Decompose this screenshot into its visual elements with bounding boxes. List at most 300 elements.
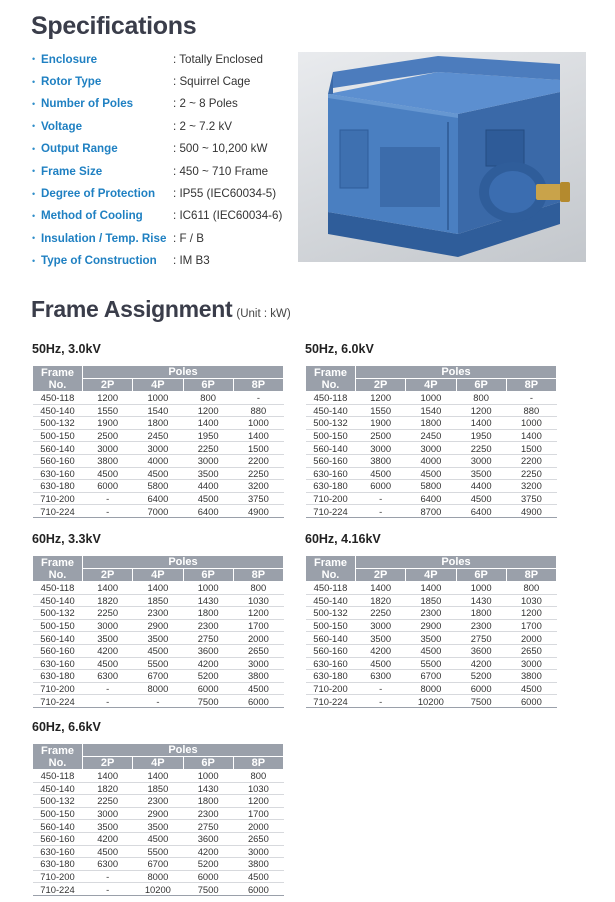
pole-col-header: 2P — [356, 569, 406, 582]
output-kw-cell: 2250 — [456, 442, 506, 455]
output-kw-cell: 6000 — [506, 695, 556, 708]
output-kw-cell: 3800 — [83, 454, 133, 467]
pole-col-header: 8P — [233, 757, 283, 770]
output-kw-cell: 7500 — [183, 695, 233, 708]
output-kw-cell: 4900 — [233, 505, 283, 518]
output-kw-cell: 2300 — [133, 795, 183, 808]
pole-col-header: 2P — [356, 379, 406, 392]
frame-no-cell: 630-160 — [33, 845, 83, 858]
frame-no-cell: 560-160 — [306, 644, 356, 657]
output-kw-cell: 5200 — [183, 858, 233, 871]
output-kw-cell: 1200 — [356, 392, 406, 405]
frame-no-cell: 710-224 — [33, 695, 83, 708]
table-row — [306, 582, 557, 595]
output-kw-cell: 1820 — [356, 594, 406, 607]
table-row — [306, 682, 557, 695]
table-row — [306, 695, 557, 708]
output-kw-cell: 1200 — [233, 607, 283, 620]
bullet-icon: • — [32, 143, 36, 154]
pole-col-header: 2P — [83, 379, 133, 392]
output-kw-cell: - — [356, 682, 406, 695]
frame-no-cell: 630-180 — [33, 858, 83, 871]
output-kw-cell: 2300 — [183, 807, 233, 820]
output-kw-cell: - — [506, 392, 556, 405]
frame-no-cell: 500-132 — [306, 417, 356, 430]
output-kw-cell: 1400 — [183, 417, 233, 430]
output-kw-cell: 2300 — [406, 607, 456, 620]
output-kw-cell: 1200 — [83, 392, 133, 405]
output-kw-cell: 3000 — [406, 442, 456, 455]
output-kw-cell: 3600 — [183, 644, 233, 657]
output-kw-cell: 1000 — [233, 417, 283, 430]
output-kw-cell: 3200 — [506, 480, 556, 493]
output-kw-cell: 1000 — [133, 392, 183, 405]
table-row — [33, 429, 284, 442]
output-kw-cell: 4000 — [406, 454, 456, 467]
table-row — [33, 782, 284, 795]
output-kw-cell: 1430 — [456, 594, 506, 607]
output-kw-cell: - — [233, 392, 283, 405]
table-row — [33, 820, 284, 833]
frame-no-cell: 450-118 — [33, 582, 83, 595]
pole-col-header: 4P — [133, 569, 183, 582]
output-kw-cell: 6300 — [83, 858, 133, 871]
output-kw-cell: 1000 — [506, 417, 556, 430]
table-title: 60Hz, 4.16kV — [305, 532, 381, 546]
output-kw-cell: 3000 — [83, 807, 133, 820]
frame-no-cell: 450-118 — [306, 582, 356, 595]
output-kw-cell: 1550 — [83, 404, 133, 417]
output-kw-cell: 4500 — [506, 682, 556, 695]
output-kw-cell: 4500 — [356, 657, 406, 670]
output-kw-cell: 3800 — [506, 670, 556, 683]
frame-no-cell: 560-160 — [306, 454, 356, 467]
output-kw-cell: 4500 — [133, 467, 183, 480]
output-kw-cell: 800 — [233, 582, 283, 595]
output-kw-cell: 1800 — [456, 607, 506, 620]
frame-assignment-title: Frame Assignment (Unit : kW) — [31, 296, 291, 322]
output-kw-cell: 3500 — [356, 632, 406, 645]
output-kw-cell: - — [83, 505, 133, 518]
table-row — [33, 858, 284, 871]
table-row — [306, 632, 557, 645]
output-kw-cell: 5800 — [406, 480, 456, 493]
output-kw-cell: 1400 — [233, 429, 283, 442]
unit-note: (Unit : kW) — [236, 308, 291, 320]
output-kw-cell: - — [83, 883, 133, 896]
output-kw-cell: 1900 — [83, 417, 133, 430]
table-row — [33, 480, 284, 493]
output-kw-cell: 3000 — [83, 619, 133, 632]
output-kw-cell: 2650 — [233, 832, 283, 845]
output-kw-cell: 1400 — [506, 429, 556, 442]
output-kw-cell: 3800 — [233, 670, 283, 683]
output-kw-cell: - — [356, 695, 406, 708]
output-kw-cell: 2750 — [183, 820, 233, 833]
table-row — [33, 505, 284, 518]
spec-row-insulation: • Insulation / Temp. Rise : F / B — [32, 231, 204, 245]
output-kw-cell: 1820 — [83, 782, 133, 795]
bullet-icon: • — [32, 76, 36, 87]
frame-no-cell: 560-160 — [33, 454, 83, 467]
bullet-icon: • — [32, 210, 36, 221]
output-kw-cell: 1850 — [133, 782, 183, 795]
output-kw-cell: 880 — [233, 404, 283, 417]
output-kw-cell: 3200 — [233, 480, 283, 493]
output-kw-cell: 1000 — [406, 392, 456, 405]
table-title: 60Hz, 6.6kV — [32, 720, 101, 734]
frame-no-cell: 500-150 — [33, 429, 83, 442]
output-kw-cell: 3750 — [233, 492, 283, 505]
table-row — [306, 607, 557, 620]
output-kw-cell: 8700 — [406, 505, 456, 518]
output-kw-cell: 1700 — [233, 807, 283, 820]
output-kw-cell: 2300 — [456, 619, 506, 632]
spec-row-number-of-poles: • Number of Poles : 2 ~ 8 Poles — [32, 97, 238, 111]
table-row — [306, 594, 557, 607]
output-kw-cell: 3600 — [456, 644, 506, 657]
frame-no-cell: 630-180 — [306, 670, 356, 683]
output-kw-cell: 3500 — [83, 632, 133, 645]
output-kw-cell: 2250 — [506, 467, 556, 480]
output-kw-cell: 4500 — [456, 492, 506, 505]
frame-no-cell: 450-118 — [33, 392, 83, 405]
output-kw-cell: 5500 — [406, 657, 456, 670]
output-kw-cell: 2650 — [233, 644, 283, 657]
output-kw-cell: 1400 — [456, 417, 506, 430]
pole-col-header: 8P — [233, 569, 283, 582]
output-kw-cell: 4000 — [133, 454, 183, 467]
output-kw-cell: 3800 — [233, 858, 283, 871]
spec-row-output-range: • Output Range : 500 ~ 10,200 kW — [32, 142, 268, 156]
bullet-icon: • — [32, 54, 36, 65]
pole-col-header: 8P — [506, 379, 556, 392]
output-kw-cell: 1850 — [133, 594, 183, 607]
table-row — [33, 467, 284, 480]
table-row — [33, 657, 284, 670]
frame-table-block-50hz-3kv — [32, 341, 284, 518]
pole-col-header: 8P — [233, 379, 283, 392]
output-kw-cell: 6700 — [133, 670, 183, 683]
output-kw-cell: 1400 — [356, 582, 406, 595]
table-row — [33, 582, 284, 595]
output-kw-cell: 1800 — [133, 417, 183, 430]
output-kw-cell: 1950 — [456, 429, 506, 442]
output-kw-cell: 1400 — [133, 770, 183, 783]
output-kw-cell: 2450 — [406, 429, 456, 442]
frame-no-cell: 560-160 — [33, 832, 83, 845]
table-row — [33, 644, 284, 657]
spec-row-frame-size: • Frame Size : 450 ~ 710 Frame — [32, 164, 269, 178]
output-kw-cell: 3500 — [183, 467, 233, 480]
table-row — [306, 505, 557, 518]
output-kw-cell: 1200 — [233, 795, 283, 808]
output-kw-cell: 4500 — [83, 845, 133, 858]
output-kw-cell: 1950 — [183, 429, 233, 442]
frame-no-cell: 500-150 — [306, 429, 356, 442]
output-kw-cell: 10200 — [406, 695, 456, 708]
poles-header: Poles — [356, 366, 557, 379]
output-kw-cell: 1900 — [356, 417, 406, 430]
frame-no-cell: 630-180 — [33, 670, 83, 683]
output-kw-cell: 6400 — [183, 505, 233, 518]
output-kw-cell: 3500 — [133, 820, 183, 833]
frame-no-cell: 500-150 — [306, 619, 356, 632]
frame-no-cell: 450-140 — [33, 404, 83, 417]
frame-no-cell: 560-160 — [33, 644, 83, 657]
output-kw-cell: - — [83, 682, 133, 695]
pole-col-header: 4P — [133, 757, 183, 770]
table-row — [33, 492, 284, 505]
frame-table — [32, 365, 284, 518]
output-kw-cell: 1540 — [133, 404, 183, 417]
frame-no-cell: 560-140 — [33, 442, 83, 455]
frame-table — [32, 555, 284, 708]
frame-no-cell: 560-140 — [33, 820, 83, 833]
table-row — [33, 883, 284, 896]
output-kw-cell: 7500 — [183, 883, 233, 896]
pole-col-header: 2P — [83, 757, 133, 770]
output-kw-cell: 6300 — [356, 670, 406, 683]
output-kw-cell: 6000 — [83, 480, 133, 493]
pole-col-header: 6P — [183, 757, 233, 770]
output-kw-cell: 3800 — [356, 454, 406, 467]
output-kw-cell: 6000 — [183, 682, 233, 695]
frame-table — [32, 743, 284, 896]
frame-table-block-60hz-6-6kv — [32, 719, 284, 896]
output-kw-cell: - — [356, 505, 406, 518]
output-kw-cell: 2750 — [183, 632, 233, 645]
output-kw-cell: 2650 — [506, 644, 556, 657]
output-kw-cell: 1700 — [233, 619, 283, 632]
output-kw-cell: 1400 — [133, 582, 183, 595]
output-kw-cell: 2500 — [356, 429, 406, 442]
output-kw-cell: 3000 — [356, 619, 406, 632]
output-kw-cell: 4500 — [183, 492, 233, 505]
table-row — [306, 670, 557, 683]
output-kw-cell: 6000 — [233, 695, 283, 708]
frame-no-cell: 630-160 — [33, 467, 83, 480]
output-kw-cell: 2200 — [233, 454, 283, 467]
table-row — [306, 392, 557, 405]
output-kw-cell: 1500 — [233, 442, 283, 455]
output-kw-cell: 880 — [506, 404, 556, 417]
pole-col-header: 2P — [83, 569, 133, 582]
pole-col-header: 6P — [183, 569, 233, 582]
pole-col-header: 4P — [406, 379, 456, 392]
spec-row-degree-of-protection: • Degree of Protection : IP55 (IEC60034-5) — [32, 187, 277, 201]
output-kw-cell: 1500 — [506, 442, 556, 455]
frame-no-cell: 630-180 — [306, 480, 356, 493]
spec-row-method-of-cooling: • Method of Cooling : IC611 (IEC60034-6) — [32, 209, 283, 223]
output-kw-cell: 4200 — [183, 845, 233, 858]
frame-no-cell: 560-140 — [306, 632, 356, 645]
output-kw-cell: 2900 — [133, 619, 183, 632]
table-row — [33, 770, 284, 783]
frame-no-cell: 500-132 — [33, 795, 83, 808]
frame-no-cell: 500-150 — [33, 807, 83, 820]
output-kw-cell: 2200 — [506, 454, 556, 467]
table-row — [33, 632, 284, 645]
frame-no-cell: 500-132 — [33, 417, 83, 430]
output-kw-cell: 3750 — [506, 492, 556, 505]
frame-no-cell: 630-180 — [33, 480, 83, 493]
spec-row-type-of-construction: • Type of Construction : IM B3 — [32, 254, 210, 268]
output-kw-cell: 6000 — [233, 883, 283, 896]
output-kw-cell: 4500 — [83, 467, 133, 480]
frame-no-cell: 450-140 — [306, 404, 356, 417]
pole-col-header: 6P — [456, 569, 506, 582]
output-kw-cell: 3000 — [356, 442, 406, 455]
frame-no-cell: 560-140 — [306, 442, 356, 455]
table-row — [306, 644, 557, 657]
spec-row-rotor-type: • Rotor Type : Squirrel Cage — [32, 75, 251, 89]
output-kw-cell: 5200 — [183, 670, 233, 683]
frame-no-cell: 450-140 — [33, 782, 83, 795]
output-kw-cell: 800 — [183, 392, 233, 405]
frame-no-header: Frame No. — [33, 744, 83, 770]
table-row — [306, 480, 557, 493]
output-kw-cell: 1550 — [356, 404, 406, 417]
output-kw-cell: 1000 — [183, 582, 233, 595]
output-kw-cell: 2250 — [233, 467, 283, 480]
output-kw-cell: 1850 — [406, 594, 456, 607]
table-row — [33, 594, 284, 607]
output-kw-cell: 3000 — [506, 657, 556, 670]
frame-no-cell: 710-224 — [306, 695, 356, 708]
output-kw-cell: 4400 — [183, 480, 233, 493]
output-kw-cell: 2500 — [83, 429, 133, 442]
frame-no-cell: 500-132 — [306, 607, 356, 620]
pole-col-header: 6P — [183, 379, 233, 392]
output-kw-cell: 1700 — [506, 619, 556, 632]
output-kw-cell: 1200 — [183, 404, 233, 417]
output-kw-cell: 4500 — [356, 467, 406, 480]
pole-col-header: 6P — [456, 379, 506, 392]
output-kw-cell: 1200 — [506, 607, 556, 620]
output-kw-cell: 3000 — [133, 442, 183, 455]
poles-header: Poles — [356, 556, 557, 569]
bullet-icon: • — [32, 121, 36, 132]
table-row — [306, 657, 557, 670]
table-title: 60Hz, 3.3kV — [32, 532, 101, 546]
output-kw-cell: 2250 — [83, 795, 133, 808]
frame-table-block-50hz-6kv — [305, 341, 557, 518]
frame-no-cell: 710-200 — [306, 682, 356, 695]
output-kw-cell: 4500 — [83, 657, 133, 670]
output-kw-cell: 7500 — [456, 695, 506, 708]
output-kw-cell: 1820 — [83, 594, 133, 607]
output-kw-cell: 3000 — [233, 657, 283, 670]
frame-no-cell: 560-140 — [33, 632, 83, 645]
frame-no-cell: 450-118 — [306, 392, 356, 405]
output-kw-cell: 4500 — [233, 870, 283, 883]
frame-no-header: Frame No. — [306, 366, 356, 392]
table-row — [306, 417, 557, 430]
frame-table — [305, 365, 557, 518]
output-kw-cell: 800 — [233, 770, 283, 783]
output-kw-cell: 2250 — [183, 442, 233, 455]
table-row — [33, 807, 284, 820]
output-kw-cell: 1430 — [183, 782, 233, 795]
table-row — [306, 442, 557, 455]
output-kw-cell: 1800 — [406, 417, 456, 430]
table-row — [33, 442, 284, 455]
table-row — [33, 870, 284, 883]
table-row — [306, 467, 557, 480]
output-kw-cell: 6300 — [83, 670, 133, 683]
frame-no-cell: 710-200 — [33, 492, 83, 505]
table-row — [33, 832, 284, 845]
poles-header: Poles — [83, 366, 284, 379]
output-kw-cell: 2900 — [133, 807, 183, 820]
output-kw-cell: 2000 — [233, 632, 283, 645]
frame-table — [305, 555, 557, 708]
output-kw-cell: 4200 — [183, 657, 233, 670]
output-kw-cell: 2250 — [356, 607, 406, 620]
bullet-icon: • — [32, 255, 36, 266]
output-kw-cell: 2300 — [183, 619, 233, 632]
frame-table-block-60hz-4-16kv — [305, 531, 557, 708]
output-kw-cell: 4200 — [83, 644, 133, 657]
table-row — [306, 454, 557, 467]
output-kw-cell: 1030 — [233, 594, 283, 607]
output-kw-cell: - — [356, 492, 406, 505]
output-kw-cell: 1400 — [406, 582, 456, 595]
table-row — [306, 404, 557, 417]
output-kw-cell: 1430 — [183, 594, 233, 607]
motor-photo — [298, 52, 586, 262]
output-kw-cell: 800 — [456, 392, 506, 405]
output-kw-cell: 8000 — [133, 682, 183, 695]
frame-table-block-60hz-3-3kv — [32, 531, 284, 708]
table-row — [33, 607, 284, 620]
frame-no-cell: 710-224 — [33, 505, 83, 518]
output-kw-cell: 2250 — [83, 607, 133, 620]
output-kw-cell: 1030 — [233, 782, 283, 795]
output-kw-cell: 4500 — [133, 644, 183, 657]
specifications-title: Specifications — [31, 12, 197, 40]
output-kw-cell: 4500 — [133, 832, 183, 845]
output-kw-cell: 4500 — [406, 644, 456, 657]
frame-no-cell: 500-150 — [33, 619, 83, 632]
frame-no-header: Frame No. — [33, 366, 83, 392]
output-kw-cell: 5200 — [456, 670, 506, 683]
frame-no-cell: 710-200 — [33, 870, 83, 883]
output-kw-cell: 5500 — [133, 845, 183, 858]
pole-col-header: 4P — [406, 569, 456, 582]
output-kw-cell: 1800 — [183, 795, 233, 808]
output-kw-cell: 2000 — [233, 820, 283, 833]
spec-row-enclosure: • Enclosure : Totally Enclosed — [32, 52, 264, 66]
output-kw-cell: 3500 — [133, 632, 183, 645]
bullet-icon: • — [32, 166, 36, 177]
table-row — [33, 682, 284, 695]
output-kw-cell: 6000 — [356, 480, 406, 493]
table-row — [306, 429, 557, 442]
frame-no-cell: 710-224 — [33, 883, 83, 896]
output-kw-cell: 6700 — [133, 858, 183, 871]
motor-icon — [298, 52, 586, 262]
frame-no-cell: 710-200 — [33, 682, 83, 695]
output-kw-cell: 8000 — [133, 870, 183, 883]
frame-no-cell: 630-160 — [306, 657, 356, 670]
frame-no-cell: 450-118 — [33, 770, 83, 783]
table-row — [33, 454, 284, 467]
table-row — [33, 845, 284, 858]
output-kw-cell: 1800 — [183, 607, 233, 620]
table-row — [33, 619, 284, 632]
